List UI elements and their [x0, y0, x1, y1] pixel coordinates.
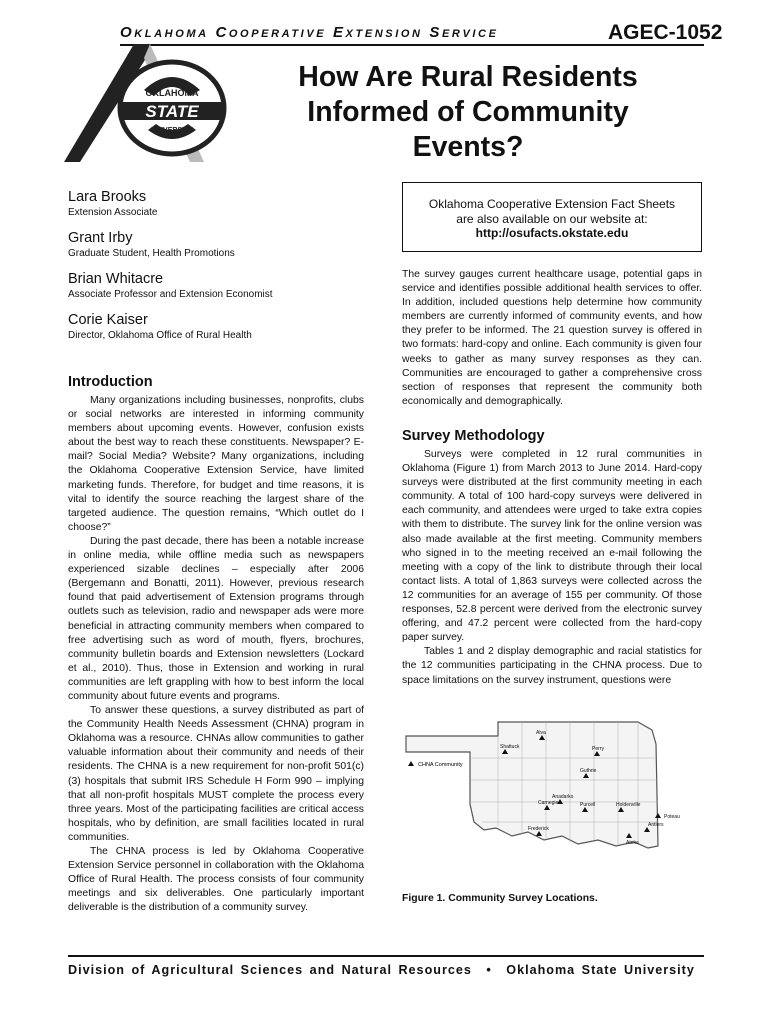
legend-label: CHNA Community	[418, 762, 463, 768]
footer-university: Oklahoma State University	[506, 963, 695, 977]
town-label: Antlers	[648, 822, 664, 828]
paragraph: Tables 1 and 2 display demographic and racial statistics for the 12 communities participating in the CHNA process. Due to space limitations on the survey instrument, questions were	[402, 646, 702, 686]
town-label: Atoka	[626, 840, 639, 846]
author-role: Director, Oklahoma Office of Rural Health	[68, 330, 252, 341]
footer-bullet: •	[486, 963, 492, 977]
introduction-heading: Introduction	[68, 374, 153, 390]
author-role: Graduate Student, Health Promotions	[68, 248, 235, 259]
survey-methodology-body	[402, 448, 702, 688]
publication-code: AGEC-1052	[608, 21, 723, 44]
author-block	[68, 270, 368, 301]
paragraph: During the past decade, there has been a notable increase in online media, while offline media such as newspapers experienced sizable declines – especially after 2006 (Bergemann and Bonatti, 2011). However, previous research found that paid advertisement of Extension programs through outlets such as television, radio and newspaper ads were more beneficial in attracting community members when compared to free advertising such as word of mouth, flyers, brochures, community bulletin boards and Extension newsletters (Lockard et al., 2010). Thus, those in Extension and working in rural communities are left grappling with how to best inform the local community about future events and programs.	[68, 535, 364, 702]
footer-rule	[68, 955, 704, 957]
figure-caption: Figure 1. Community Survey Locations.	[402, 893, 598, 904]
author-role: Associate Professor and Extension Economist	[68, 289, 273, 300]
legend	[408, 761, 463, 768]
author-name: Corie Kaiser	[68, 312, 148, 328]
right-column-intro	[402, 268, 702, 409]
author-block	[68, 229, 368, 260]
introduction-body	[68, 394, 364, 915]
town-label: Frederick	[528, 826, 549, 832]
paragraph: Many organizations including businesses, nonprofits, clubs or social networks are interested in informing community members about upcoming events. However, confusion exists about the best way to reach these constituents. Newspaper? E-mail? Social Media? Website? Many organizations, including the Oklahoma Cooperative Extension Service, have limited marketing funds. Therefore, for budget and time reasons, it is vital to identify the source reaching the largest share of the targeted audience. The question remains, “Which outlet do I choose?”	[68, 395, 364, 533]
factsheet-line: Oklahoma Cooperative Extension Fact Sheets	[428, 197, 676, 211]
author-name: Lara Brooks	[68, 189, 147, 205]
town-label: Poteau	[664, 814, 680, 820]
town-label: Holdenville	[616, 802, 641, 808]
footer-division: Division of Agricultural Sciences and Natural Resources	[68, 963, 472, 977]
oklahoma-map	[402, 718, 702, 878]
footer	[68, 963, 704, 977]
paragraph: Surveys were completed in 12 rural communities in Oklahoma (Figure 1) from March 2013 to June 2014. Hard-copy surveys were distributed at the first community meeting in each community. A total of 100 hard-copy surveys were delivered in each community, and attendees were urged to take extra copies with them to distribute. The survey link for the online version was also made available at the first meeting. Community members who signed in to the meeting received an e-mail following the meeting with a copy of the link to distribute through their local contact lists. A total of 1,863 surveys were collected across the 12 communities for an average of 155 per community. Of those responses, 52.8 percent were derived from the electronic survey offering, and 47.2 percent were collected from the hard-copy paper survey.	[402, 449, 702, 644]
paragraph: The survey gauges current healthcare usage, potential gaps in service and identifies possible additional health services to offer. In addition, included questions help determine how community members are currently informed of community events, and how they prefer to be informed. The 21 question survey is offered in two formats: hard-copy and online. Each community is given four weeks to gather as many survey responses as they can. Communities are encouraged to gather a comprehensive cross section of responses that represent the community both economically and demographically.	[402, 269, 702, 407]
logo-text-oklahoma: OKLAHOMA	[145, 88, 199, 98]
triangle-icon	[408, 761, 414, 766]
author-block	[68, 188, 368, 219]
author-block	[68, 311, 368, 342]
town-label: Alva	[536, 730, 546, 736]
town-label: Perry	[592, 746, 604, 752]
author-role: Extension Associate	[68, 207, 158, 218]
paragraph: To answer these questions, a survey distributed as part of the Community Health Needs Assessment (CHNA) program in Oklahoma was a resource. CHNAs allow communities to gather valuable information about their community and needs of their residents. The CHNA is a new requirement for non-profit 501(c)(3) hospitals that submit IRS Schedule H Form 990 – implying that all non-profit hospitals MUST complete the process every three years. Most of the participating facilities are critical access hospitals, who by definition, are small facilities located in rural communities.	[68, 705, 364, 843]
osu-logo	[64, 44, 244, 164]
factsheet-url-link[interactable]: http://osufacts.okstate.edu	[475, 226, 629, 240]
survey-methodology-heading: Survey Methodology	[402, 428, 545, 444]
factsheet-line: are also available on our website at:	[456, 211, 648, 226]
author-name: Brian Whitacre	[68, 271, 164, 287]
series-title: Oklahoma Cooperative Extension Service	[120, 24, 499, 41]
page-title: How Are Rural Residents Informed of Community Events?	[298, 61, 638, 163]
town-label: Anadarko	[552, 794, 574, 800]
town-label: Shattuck	[500, 744, 520, 750]
paragraph: The CHNA process is led by Oklahoma Cooperative Extension Service personnel in collaboration with the Oklahoma Office of Rural Health. The process consists of four community meetings and six deliverables. One particularly important deliverable is the distribution of a community survey.	[68, 846, 364, 914]
town-label: Guthrie	[580, 768, 597, 774]
town-label: Purcell	[580, 802, 596, 808]
author-name: Grant Irby	[68, 230, 133, 246]
factsheet-box	[402, 182, 702, 252]
logo-text-university: UNIVERSITY	[150, 127, 194, 134]
town-label: Carnegie	[538, 800, 559, 806]
logo-text-state: STATE	[145, 102, 199, 121]
